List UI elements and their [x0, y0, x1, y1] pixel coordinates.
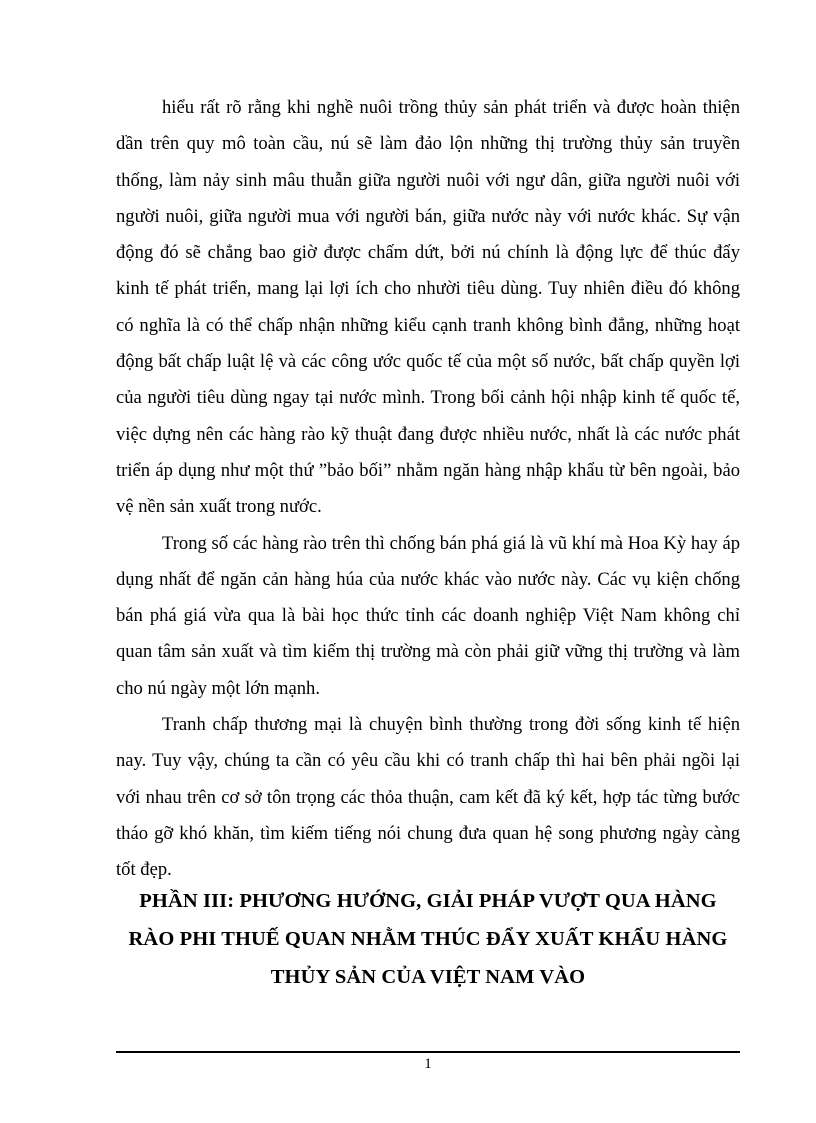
page-number: 1	[424, 1056, 432, 1072]
paragraph-2: Trong số các hàng rào trên thì chống bán phá giá là vũ khí mà Hoa Kỳ hay áp dụng nhất để ngăn cản hàng húa của nước khác vào nước này. Các vụ kiện chống bán phá giá vừa qua là bài học thức tỉnh các doanh nghiệp Việt Nam không chỉ quan tâm sản xuất và tìm kiếm thị trường mà còn phải giữ vững thị trường và làm cho nú ngày một lớn mạnh.	[116, 532, 740, 699]
paragraph-1: hiểu rất rõ rằng khi nghề nuôi trồng thủy sản phát triển và được hoàn thiện dần trên quy mô toàn cầu, nú sẽ làm đảo lộn những thị trường thủy sản truyền thống, làm nảy sinh mâu thuẫn giữa người nuôi với ngư dân, giữa người nuôi với người nuôi, giữa người mua với người bán, giữa nước này với nước khác. Sự vận động đó sẽ chẳng bao giờ được chấm dứt, bởi nú chính là động lực để thúc đẩy kinh tế phát triển, mang lại lợi ích cho nhười tiêu dùng. Tuy nhiên điều đó không có nghĩa là có thể chấp nhận những kiểu cạnh tranh không bình đẳng, những hoạt động bất chấp luật lệ và các công ước quốc tế của một số nước, bất chấp quyền lợi của người tiêu dùng ngay tại nước mình. Trong bối cảnh hội nhập kinh tế quốc tế, việc dựng nên các hàng rào kỹ thuật đang được nhiều nước, nhất là các nước phát triển áp dụng như một thứ ”bảo bối” nhằm ngăn hàng nhập khẩu từ bên ngoài, bảo vệ nền sản xuất trong nước.	[116, 97, 740, 518]
section-heading: PHẦN III: PHƯƠNG HƯỚNG, GIẢI PHÁP VƯỢT QUA HÀNG RÀO PHI THUẾ QUAN NHẰM THÚC ĐẨY XUẤT KHẨU HÀNG THỦY SẢN CỦA VIỆT NAM VÀO	[128, 890, 728, 988]
paragraph-3: Tranh chấp thương mại là chuyện bình thường trong đời sống kinh tế hiện nay. Tuy vậy, chúng ta cần có yêu cầu khi có tranh chấp thì hai bên phải ngồi lại với nhau trên cơ sở tôn trọng các thỏa thuận, cam kết đã ký kết, hợp tác từng bước tháo gỡ khó khăn, tìm kiếm tiếng nói chung đưa quan hệ song phương ngày càng tốt đẹp.	[116, 714, 740, 881]
body-text	[116, 90, 740, 889]
footer-divider	[116, 1051, 740, 1053]
